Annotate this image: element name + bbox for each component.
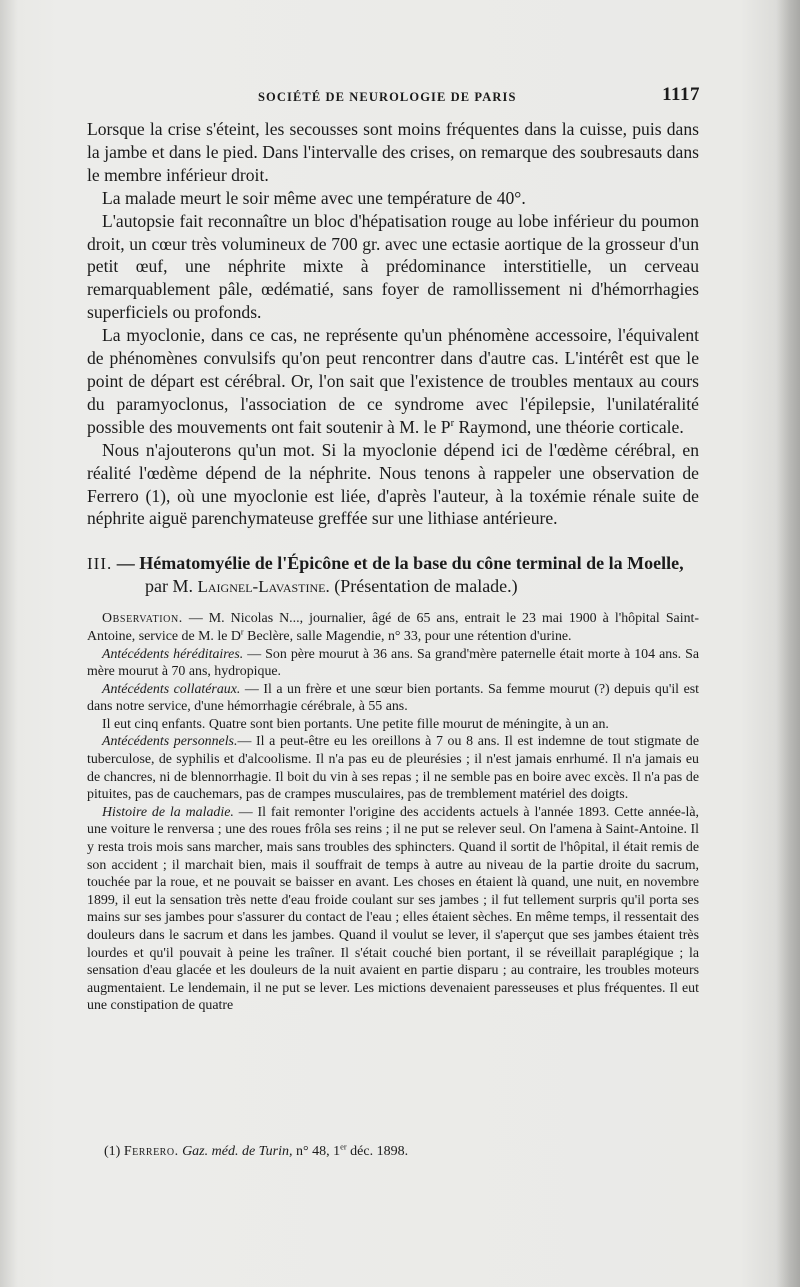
- footnote-sup: er: [340, 1142, 347, 1152]
- paragraph-5: Nous n'ajouterons qu'un mot. Si la myoclonie dépend ici de l'œdème cérébral, en réalité l'œdème dépend de la néphrite. Nous tenons à rappeler une observation de Ferrero (1), où une myoclonie est liée, d'après l'auteur, à la toxémie rénale suite de néphrite aiguë parenchymateuse greffée sur une lithiase antérieure.: [87, 439, 699, 529]
- personal-label: Antécédents personnels.: [102, 734, 238, 750]
- running-head: SOCIÉTÉ DE NEUROLOGIE DE PARIS: [258, 90, 517, 104]
- paragraph-2: La malade meurt le soir même avec une température de 40°.: [102, 187, 526, 208]
- case-observation: [87, 610, 699, 645]
- section-heading: [87, 552, 699, 598]
- footnote-rest-b: déc. 1898.: [346, 1144, 409, 1159]
- case-hereditary: [87, 646, 699, 681]
- section-by: par M.: [145, 576, 198, 597]
- paragraph-1: Lorsque la crise s'éteint, les secousses sont moins fréquentes dans la cuisse, puis dans la jambe et dans le pied. Dans l'intervalle des crises, on remarque des soubresauts dans le membre inférieur droit.: [87, 119, 699, 185]
- section-note: (Présentation de malade.): [329, 576, 518, 597]
- collateral-label: Antécédents collatéraux.: [102, 681, 241, 697]
- section-title: — Hématomyélie de l'Épicône et de la base du cône terminal de la Moelle,: [116, 553, 684, 574]
- professor-abbrev-sup: r: [450, 417, 455, 429]
- doctor-sup: r: [240, 627, 244, 637]
- paragraph-4-tail: Raymond, une théorie corticale.: [454, 416, 684, 437]
- case-children: Il eut cinq enfants. Quatre sont bien portants. Une petite fille mourut de méningite, à un an.: [102, 716, 609, 732]
- observation-label: Observation.: [102, 611, 183, 627]
- observation-text-b: Beclère, salle Magendie, n° 33, pour une rétention d'urine.: [243, 628, 572, 644]
- section-author: Laignel-Lavastine.: [197, 577, 330, 597]
- paragraph-3: L'autopsie fait reconnaître un bloc d'hépatisation rouge au lobe inférieur du poumon droit, un cœur très volumineux de 700 gr. avec une ectasie aortique de la grosseur d'un petit œuf, une néphrite mixte à prédominance interstitielle, un cerveau remarquablement pâle, œdématié, sans foyer de ramollissement ni d'hémorrhagies superficiels ou profonds.: [87, 210, 699, 323]
- case-personal: [87, 733, 699, 803]
- case-collateral: [87, 681, 699, 716]
- hereditary-label: Antécédents héréditaires.: [102, 646, 244, 662]
- footnote-rest-a: n° 48, 1: [292, 1144, 341, 1159]
- footnote-marker: (1): [104, 1144, 124, 1159]
- history-label: Histoire de la maladie.: [102, 804, 234, 820]
- paragraph-4: [87, 324, 699, 439]
- footnote-journal: Gaz. méd. de Turin,: [178, 1144, 293, 1159]
- personal-text: — Il a peut-être eu les oreillons à 7 ou 8 ans. Il est indemne de tout stigmate de tuberculose, de syphilis et d'alcoolisme. Il n'a pas eu de pleurésies ; il n'est jamais enrhumé. Il n'a jamais eu de chancres, ni de blennorrhagie. Il boit du vin à ses repas ; il ne semble pas en boire avec excès. Il n'a pas de pituites, pas de cauchemars, pas de crampes musculaires, pas de tremblement matériel des doigts.: [87, 734, 699, 803]
- page-number: 1117: [662, 84, 700, 105]
- paragraph-4-text: La myoclonie, dans ce cas, ne représente qu'un phénomène accessoire, l'équivalent de phénomènes convulsifs qu'on peut rencontrer dans d'autre cas. L'intérêt est que le point de départ est cérébral. Or, l'on sait que l'existence de troubles mentaux au cours du paramyoclonus, l'association de ce syndrome avec l'épilepsie, l'unilatéralité possible des mouvements ont fait soutenir à M. le: [87, 325, 699, 437]
- section-number: III.: [87, 554, 113, 574]
- body-text: [87, 118, 699, 1015]
- history-text: — Il fait remonter l'origine des accidents actuels à l'année 1893. Cette année-là, une voiture le renversa ; une des roues frôla ses reins ; il ne put se relever seul. On l'amena à Saint-Antoine. Il y resta trois mois sans marcher, mais sans troubles des sphincters. Quand il sortit de l'hôpital, il était remis de son accident ; il marchait bien, mais il souffrait de temps à autre au niveau de la partie droite du sacrum, touchée par la roue, et ne pouvait se baisser en avant. Les choses en étaient là quand, une nuit, en novembre 1899, il eut la sensation très nette d'eau froide coulant sur ses jambes ; il fut tellement surpris qu'il porta ses mains sur ses jambes pour s'assurer du contact de l'eau ; elles étaient sèches. En même temps, il ressentait des douleurs dans le sacrum et dans les jambes. Quand il voulut se lever, il s'aperçut que ses jambes étaient très lourdes et qu'il pouvait à peine les traîner. Il s'était couché bien portant, il se réveillait paraplégique ; la sensation d'eau glacée et les douleurs de la nuit avaient en partie disparu ; au contraire, les troubles moteurs augmentaient. Le lendemain, il ne put se lever. Les mictions devenaient paresseuses et plus fréquentes. Il eut une constipation de quatre: [87, 804, 700, 1014]
- page-header: [88, 84, 700, 110]
- footnote-author: Ferrero.: [123, 1144, 179, 1159]
- professor-abbrev: P: [440, 416, 451, 437]
- footnote: [104, 1143, 408, 1161]
- case-history: [87, 804, 699, 1015]
- collateral-text: — Il a un frère et une sœur bien portants. Sa femme mourut (?) depuis qu'il est dans notre service, d'une hémorrhagie cérébrale, à 55 ans.: [87, 681, 699, 715]
- hereditary-text: — Son père mourut à 36 ans. Sa grand'mère paternelle était morte à 104 ans. Sa mère mourut à 70 ans, hydropique.: [87, 646, 699, 680]
- observation-text-a: — M. Nicolas N..., journalier, âgé de 65 ans, entrait le 23 mai 1900 à l'hôpital Saint-Antoine, service de M. le D: [87, 611, 699, 644]
